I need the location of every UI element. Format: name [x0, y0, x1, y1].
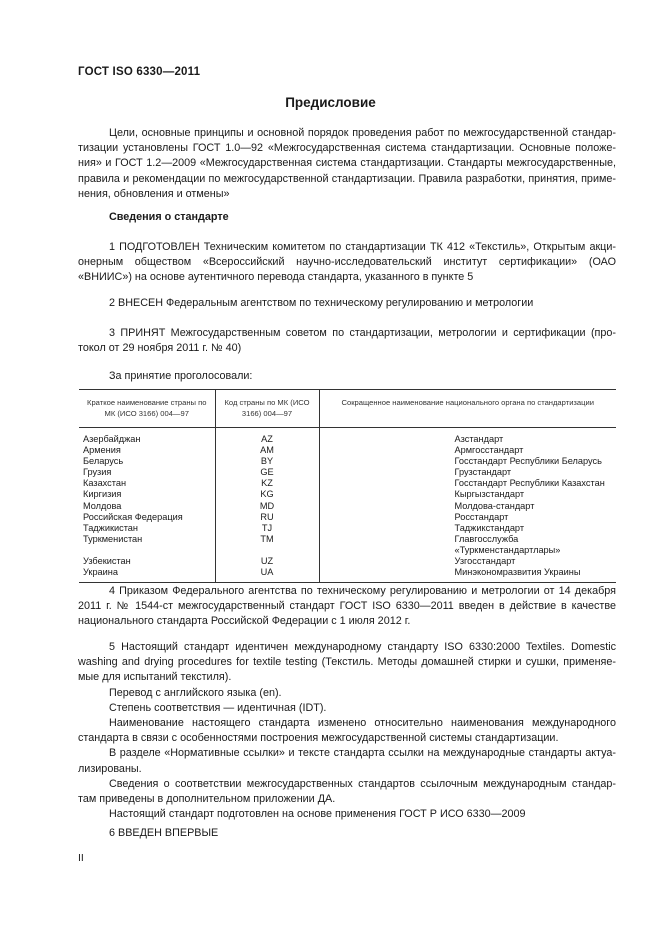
text-line: нения, обновления и отмены»	[78, 187, 230, 200]
country-cell: Армения	[83, 445, 121, 456]
table-row	[79, 501, 616, 512]
text-line: стандарта в связи с особенностями построения межгосударственной системы стандартизации.	[78, 732, 559, 745]
document-header: ГОСТ ISO 6330—2011	[78, 66, 201, 78]
country-cell: Туркменистан	[83, 533, 143, 544]
item-6	[78, 826, 616, 841]
text-line: мые для испытаний текстиля).	[78, 671, 232, 684]
country-cell: Узбекистан	[83, 556, 131, 567]
item-1	[78, 240, 616, 286]
code-cell: AZ	[215, 428, 319, 446]
country-cell: Беларусь	[83, 456, 124, 467]
table-row	[79, 428, 616, 446]
text-line: 3 ПРИНЯТ Межгосударственным советом по стандартизации, метрологии и сертификации (про-	[109, 327, 616, 339]
code-cell: KG	[215, 489, 319, 500]
country-cell: Таджикистан	[83, 522, 138, 533]
text-line: 1 ПОДГОТОВЛЕН Техническим комитетом по стандартизации ТК 412 «Текстиль», Открытым акци-	[109, 241, 616, 253]
text-line: Цели, основные принципы и основной порядок проведения работ по межгосударственной стандар-	[109, 127, 616, 139]
table-row	[79, 467, 616, 478]
page-title: Предисловие	[285, 95, 376, 110]
text-line: 2011 г. № 1544-ст межгосударственный стандарт ГОСТ ISO 6330—2011 введен в действие в качестве	[78, 600, 616, 613]
text-line: ния» и ГОСТ 1.2—2009 «Межгосударственная система стандартизации. Стандарты межгосударственные,	[78, 157, 616, 170]
code-cell: TM	[215, 534, 319, 556]
country-cell: Грузия	[83, 467, 112, 478]
country-cell: Азербайджан	[83, 434, 141, 444]
table-row	[79, 534, 616, 556]
country-cell: Молдова	[83, 500, 122, 511]
text-line: там приведены в дополнительном приложении ДА.	[78, 793, 336, 806]
table-row	[79, 445, 616, 456]
text-line: Перевод с английского языка (en).	[109, 686, 282, 699]
text-line: токол от 29 ноября 2011 г. № 40)	[78, 342, 242, 355]
body-cell: Росстандарт	[319, 512, 616, 523]
code-cell: KZ	[215, 478, 319, 489]
table-row	[79, 523, 616, 534]
voting-table	[79, 389, 616, 583]
body-cell: Азстандарт	[319, 428, 616, 446]
body-cell: Госстандарт Республики Казахстан	[319, 478, 616, 489]
code-cell: BY	[215, 456, 319, 467]
column-header-body: Сокращенное наименование национального органа по стандартизации	[319, 390, 616, 428]
body-cell: Госстандарт Республики Беларусь	[319, 456, 616, 467]
country-cell: Российская Федерация	[83, 511, 183, 522]
code-cell: AM	[215, 445, 319, 456]
text-line: национального стандарта Российской Федерации с 1 июля 2012 г.	[78, 615, 411, 628]
text-line: 4 Приказом Федерального агентства по техническому регулированию и метрологии от 14 декабря	[109, 585, 616, 597]
code-cell: RU	[215, 512, 319, 523]
table-row	[79, 456, 616, 467]
item-5	[78, 640, 616, 822]
text-line: 6 ВВЕДЕН ВПЕРВЫЕ	[109, 827, 219, 839]
intro-paragraph	[78, 126, 616, 202]
table-row	[79, 567, 616, 583]
text-line: За принятие проголосовали:	[109, 370, 253, 382]
text-line: правила и рекомендации по межгосударственной стандартизации. Правила разработки, принятия, приме-	[78, 172, 616, 185]
code-cell: UZ	[215, 556, 319, 567]
text-line: Сведения о соответствии межгосударственных стандартов ссылочным международным стандар-	[109, 777, 616, 790]
section-heading: Сведения о стандарте	[109, 211, 229, 223]
text-line: Степень соответствия — идентичная (IDT).	[109, 701, 327, 714]
table-row	[79, 489, 616, 500]
table-row	[79, 478, 616, 489]
code-cell: MD	[215, 501, 319, 512]
body-cell: Таджикстандарт	[319, 523, 616, 534]
item-3	[78, 326, 616, 356]
country-cell: Украина	[83, 567, 118, 578]
table-row	[79, 556, 616, 567]
text-line: washing and drying procedures for textile testing (Текстиль. Методы домашней стирки и сушки, применяе-	[78, 656, 616, 669]
text-line: лизированы.	[78, 762, 142, 775]
text-line: 2 ВНЕСЕН Федеральным агентством по техническому регулированию и метрологии	[109, 297, 534, 309]
country-cell: Казахстан	[83, 478, 127, 489]
code-cell: UA	[215, 567, 319, 583]
body-cell: Кыргызстандарт	[319, 489, 616, 500]
body-cell: Грузстандарт	[319, 467, 616, 478]
voted-label	[78, 369, 616, 384]
text-line: «ВНИИС») на основе аутентичного перевода стандарта, указанного в пункте 5	[78, 271, 474, 284]
page-number: II	[78, 852, 84, 864]
column-header-code: Код страны по МК (ИСО 3166) 004—97	[215, 390, 319, 428]
column-header-country: Краткое наименование страны по МК (ИСО 3166) 004—97	[79, 390, 215, 428]
body-cell: Главгосслужба «Туркменстандартлары»	[319, 534, 616, 556]
text-line: Настоящий стандарт подготовлен на основе применения ГОСТ Р ИСО 6330—2009	[109, 808, 526, 821]
text-line: Наименование настоящего стандарта изменено относительно наименования международного	[109, 717, 616, 730]
code-cell: TJ	[215, 523, 319, 534]
item-4	[78, 584, 616, 630]
table-row	[79, 512, 616, 523]
body-cell: Армгосстандарт	[319, 445, 616, 456]
text-line: тизации установлены ГОСТ 1.0—92 «Межгосударственная система стандартизации. Основные положе-	[78, 142, 616, 155]
country-cell: Киргизия	[83, 489, 122, 500]
body-cell: Молдова-стандарт	[319, 501, 616, 512]
item-2	[78, 296, 616, 311]
text-line: онерным обществом «Всероссийский научно-исследовательский институт сертификации» (ОАО	[78, 256, 616, 269]
code-cell: GE	[215, 467, 319, 478]
text-line: В разделе «Нормативные ссылки» и тексте стандарта ссылки на международные стандарты актуа-	[109, 747, 616, 760]
body-cell: Узгосстандарт	[319, 556, 616, 567]
table-header-row	[79, 390, 616, 428]
text-line: 5 Настоящий стандарт идентичен международному стандарту ISO 6330:2000 Textiles. Domestic	[109, 641, 616, 653]
body-cell: Минэкономразвития Украины	[319, 567, 616, 583]
